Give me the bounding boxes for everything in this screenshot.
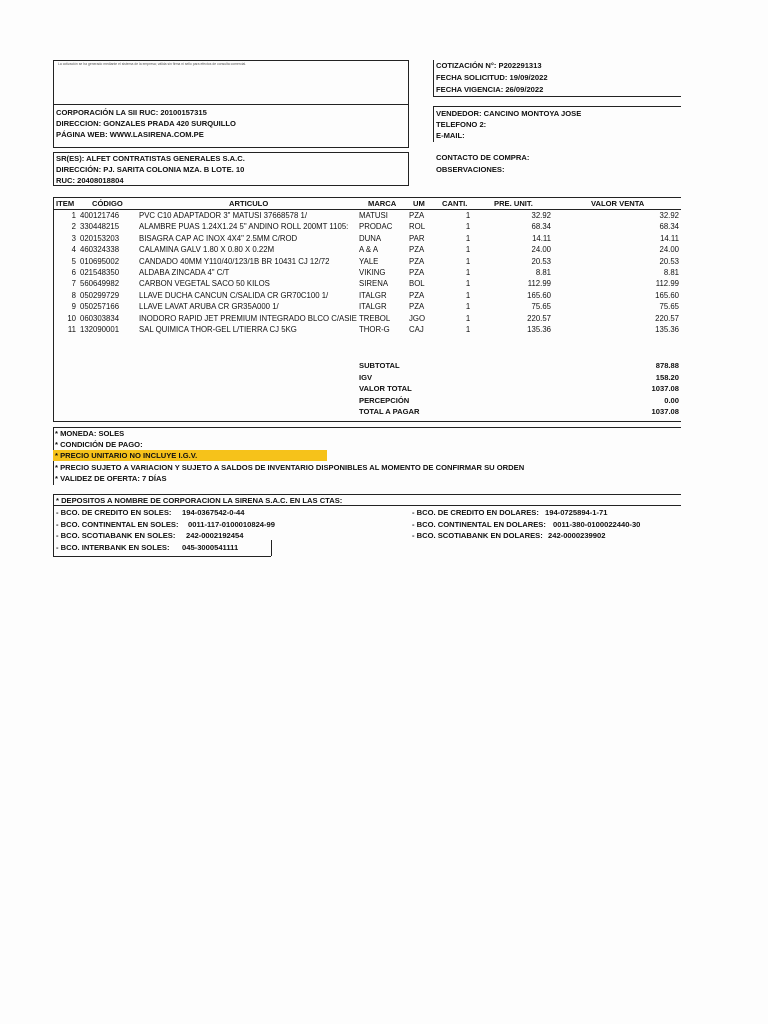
total-value-amount: 1037.08 [651, 384, 679, 393]
table-row [0, 313, 768, 324]
logo-area [53, 60, 409, 104]
currency-note: * MONEDA: SOLES [55, 429, 125, 438]
total-value-label: VALOR TOTAL [359, 384, 412, 393]
col-qty: CANTI. [442, 199, 468, 208]
row-sale-value: 24.00 [659, 245, 679, 255]
row-article: CANDADO 40MM Y110/40/123/1B BR 10431 CJ 12/72 [139, 256, 330, 266]
banks-title: * DEPOSITOS A NOMBRE DE CORPORACION LA SIRENA S.A.C. EN LAS CTAS: [56, 496, 343, 505]
request-date: FECHA SOLICITUD: 19/09/2022 [436, 73, 548, 82]
row-sale-value: 112.99 [655, 279, 679, 289]
row-sale-value: 20.53 [659, 256, 679, 266]
row-um: PZA [409, 256, 425, 266]
validity-date: FECHA VIGENCIA: 26/09/2022 [436, 85, 544, 94]
bank-soles-label: - BCO. DE CREDITO EN SOLES: [56, 508, 172, 517]
bank-soles-account: 194-0367542-0-44 [182, 508, 245, 517]
col-unit-price: PRE. UNIT. [494, 199, 533, 208]
table-top-rule [53, 197, 681, 198]
igv-value: 158.20 [655, 372, 679, 382]
bank-dollars-account: 194-0725894-1-71 [545, 508, 608, 517]
col-brand: MARCA [368, 199, 397, 208]
row-brand: MATUSI [359, 211, 388, 220]
col-um: UM [413, 199, 425, 208]
row-item: 11 [67, 325, 76, 334]
row-item: 4 [71, 245, 76, 255]
row-um: PZA [409, 245, 425, 255]
row-brand: DUNA [359, 233, 382, 243]
table-row [0, 233, 768, 244]
bank-dollars-label: - BCO. SCOTIABANK EN DOLARES: [412, 531, 543, 540]
row-article: SAL QUIMICA THOR-GEL L/TIERRA CJ 5KG [139, 325, 297, 334]
perception-label: PERCEPCIÓN [359, 395, 410, 405]
row-code: 050299729 [80, 290, 120, 300]
row-code: 010695002 [80, 256, 120, 266]
row-item: 9 [71, 302, 76, 312]
row-sale-value: 75.65 [659, 302, 679, 312]
table-row [0, 267, 768, 278]
row-qty: 1 [465, 211, 471, 220]
total-to-pay-label: TOTAL A PAGAR [359, 407, 420, 416]
col-sale-value: VALOR VENTA [591, 199, 645, 208]
row-code: 132090001 [80, 325, 120, 334]
row-sale-value: 14.11 [660, 233, 679, 243]
row-item: 1 [71, 211, 76, 220]
row-um: CAJ [409, 325, 424, 334]
row-item: 7 [71, 279, 76, 289]
quote-number: COTIZACIÓN N°: P202291313 [436, 61, 542, 70]
row-item: 3 [71, 233, 76, 243]
row-um: ROL [409, 222, 426, 232]
row-sale-value: 165.60 [655, 290, 679, 300]
row-um: BOL [409, 279, 425, 289]
row-qty: 1 [465, 222, 471, 232]
variation-note: * PRECIO SUJETO A VARIACION Y SUJETO A SALDOS DE INVENTARIO DISPONIBLES AL MOMENTO DE CONFIRMAR SU ORDEN [55, 463, 525, 472]
notes-top-rule [53, 427, 681, 428]
row-item: 6 [71, 268, 76, 277]
bank-soles-label: - BCO. INTERBANK EN SOLES: [56, 543, 170, 552]
row-um: PZA [409, 290, 425, 300]
validity-note: * VALIDEZ DE OFERTA: 7 DÍAS [55, 474, 167, 483]
banks-inner-rule [271, 540, 272, 556]
row-brand: YALE [359, 256, 379, 266]
row-sale-value: 135.36 [655, 325, 679, 334]
row-item: 8 [71, 290, 76, 300]
row-unit-price: 165.60 [527, 290, 551, 300]
row-code: 050257166 [80, 302, 120, 312]
table-row [0, 324, 768, 335]
totals-bottom-rule [53, 421, 681, 422]
row-qty: 1 [465, 279, 471, 289]
row-unit-price: 20.53 [531, 256, 551, 266]
igv-label: IGV [359, 372, 373, 382]
row-unit-price: 24.00 [531, 245, 551, 255]
perception-value: 0.00 [664, 395, 679, 405]
row-qty: 1 [465, 268, 471, 277]
payment-note: * CONDICIÓN DE PAGO: [55, 440, 143, 449]
row-unit-price: 112.99 [527, 279, 551, 289]
row-brand: PRODAC [359, 222, 393, 232]
row-unit-price: 220.57 [527, 313, 551, 323]
row-article: INODORO RAPID JET PREMIUM INTEGRADO BLCO C/ASIE [139, 313, 357, 323]
row-item: 5 [71, 256, 76, 266]
subtotal-label: SUBTOTAL [359, 361, 400, 370]
company-info [53, 104, 409, 148]
row-article: CARBON VEGETAL SACO 50 KILOS [139, 279, 270, 289]
row-article: CALAMINA GALV 1.80 X 0.80 X 0.22M [139, 245, 275, 255]
table-row [0, 210, 768, 221]
row-article: BISAGRA CAP AC INOX 4X4" 2.5MM C/ROD [139, 233, 298, 243]
row-code: 460324338 [80, 245, 120, 255]
row-article: LLAVE DUCHA CANCUN C/SALIDA CR GR70C100 1/ [139, 290, 329, 300]
subtotal-value: 878.88 [655, 361, 679, 370]
row-um: JGO [409, 313, 426, 323]
row-unit-price: 32.92 [531, 211, 551, 220]
client-address: DIRECCIÓN: PJ. SARITA COLONIA MZA. B LOTE. 10 [56, 165, 245, 174]
row-brand: THOR-G [359, 325, 390, 334]
bank-soles-label: - BCO. SCOTIABANK EN SOLES: [56, 531, 176, 540]
banks-bottom-rule [53, 556, 271, 557]
bank-soles-account: 0011-117-0100010824-99 [188, 519, 275, 529]
row-sale-value: 220.57 [655, 313, 679, 323]
observations: OBSERVACIONES: [436, 165, 505, 174]
bank-dollars-label: - BCO. DE CREDITO EN DOLARES: [412, 508, 539, 517]
row-article: LLAVE LAVAT ARUBA CR GR35A000 1/ [139, 302, 279, 312]
table-row [0, 244, 768, 255]
row-item: 2 [71, 222, 76, 232]
row-um: PAR [409, 233, 425, 243]
vendor-info [433, 106, 681, 142]
row-item: 10 [67, 313, 76, 323]
quote-info [433, 60, 681, 97]
row-qty: 1 [465, 256, 471, 266]
table-row [0, 290, 768, 301]
row-brand: VIKING [359, 268, 386, 277]
row-sale-value: 68.34 [659, 222, 679, 232]
row-qty: 1 [465, 313, 471, 323]
row-um: PZA [409, 302, 425, 312]
row-article: PVC C10 ADAPTADOR 3" MATUSI 37668578 1/ [139, 211, 308, 220]
row-um: PZA [409, 211, 425, 220]
igv-note: * PRECIO UNITARIO NO INCLUYE I.G.V. [53, 450, 327, 461]
bank-dollars-account: 242-0000239902 [548, 531, 606, 540]
row-code: 021548350 [80, 268, 120, 277]
row-unit-price: 75.65 [531, 302, 551, 312]
vendor-email: E-MAIL: [436, 131, 465, 140]
row-unit-price: 135.36 [527, 325, 551, 334]
bank-soles-label: - BCO. CONTINENTAL EN SOLES: [56, 519, 179, 529]
row-code: 060303834 [80, 313, 120, 323]
table-row [0, 278, 768, 289]
table-row [0, 221, 768, 232]
row-code: 020153203 [80, 233, 120, 243]
contact-info [436, 152, 529, 176]
company-name: CORPORACIÓN LA SII RUC: 20100157315 [56, 108, 207, 117]
client-info [53, 152, 409, 186]
company-website: PÁGINA WEB: WWW.LASIRENA.COM.PE [56, 130, 204, 139]
vendor-name: VENDEDOR: CANCINO MONTOYA JOSE [436, 109, 582, 118]
bank-soles-account: 242-0002192454 [186, 531, 244, 540]
row-brand: ITALGR [359, 302, 387, 312]
row-qty: 1 [465, 233, 471, 243]
row-qty: 1 [465, 302, 471, 312]
col-item: ITEM [56, 199, 75, 208]
row-code: 400121746 [80, 211, 120, 220]
row-sale-value: 32.92 [659, 211, 679, 220]
logo-note: La cotización se ha generado mediante el sistema de la empresa; válida sin firma ni sello para efectos de consulta comercial. [58, 62, 247, 66]
vendor-phone: TELEFONO 2: [436, 120, 487, 129]
company-address: DIRECCION: GONZALES PRADA 420 SURQUILLO [56, 119, 236, 128]
client-ruc: RUC: 20408018804 [56, 176, 124, 185]
bank-soles-account: 045-3000541111 [182, 543, 239, 552]
row-sale-value: 8.81 [663, 268, 679, 277]
bank-dollars-label: - BCO. CONTINENTAL EN DOLARES: [412, 519, 546, 529]
row-qty: 1 [465, 290, 471, 300]
banks-left-rule [53, 494, 54, 556]
row-brand: A & A [359, 245, 379, 255]
row-qty: 1 [465, 245, 471, 255]
table-row [0, 256, 768, 267]
buyer-contact: CONTACTO DE COMPRA: [436, 153, 530, 162]
row-brand: SIRENA [359, 279, 389, 289]
row-unit-price: 8.81 [535, 268, 551, 277]
row-brand: TREBOL [359, 313, 391, 323]
row-article: ALAMBRE PUAS 1.24X1.24 5" ANDINO ROLL 200MT 1105: [139, 222, 349, 232]
row-code: 560649982 [80, 279, 120, 289]
row-brand: ITALGR [359, 290, 387, 300]
bank-dollars-account: 0011-380-0100022440-30 [553, 519, 641, 529]
client-name: SR(ES): ALFET CONTRATISTAS GENERALES S.A.C. [56, 154, 245, 163]
row-um: PZA [409, 268, 425, 277]
table-row [0, 301, 768, 312]
row-unit-price: 14.11 [532, 233, 551, 243]
col-code: CÓDIGO [92, 199, 123, 208]
row-unit-price: 68.34 [531, 222, 551, 232]
col-article: ARTICULO [229, 199, 269, 208]
row-code: 330448215 [80, 222, 120, 232]
row-qty: 1 [465, 325, 471, 334]
row-article: ALDABA ZINCADA 4" C/T [139, 268, 230, 277]
total-to-pay-value: 1037.08 [651, 407, 679, 416]
